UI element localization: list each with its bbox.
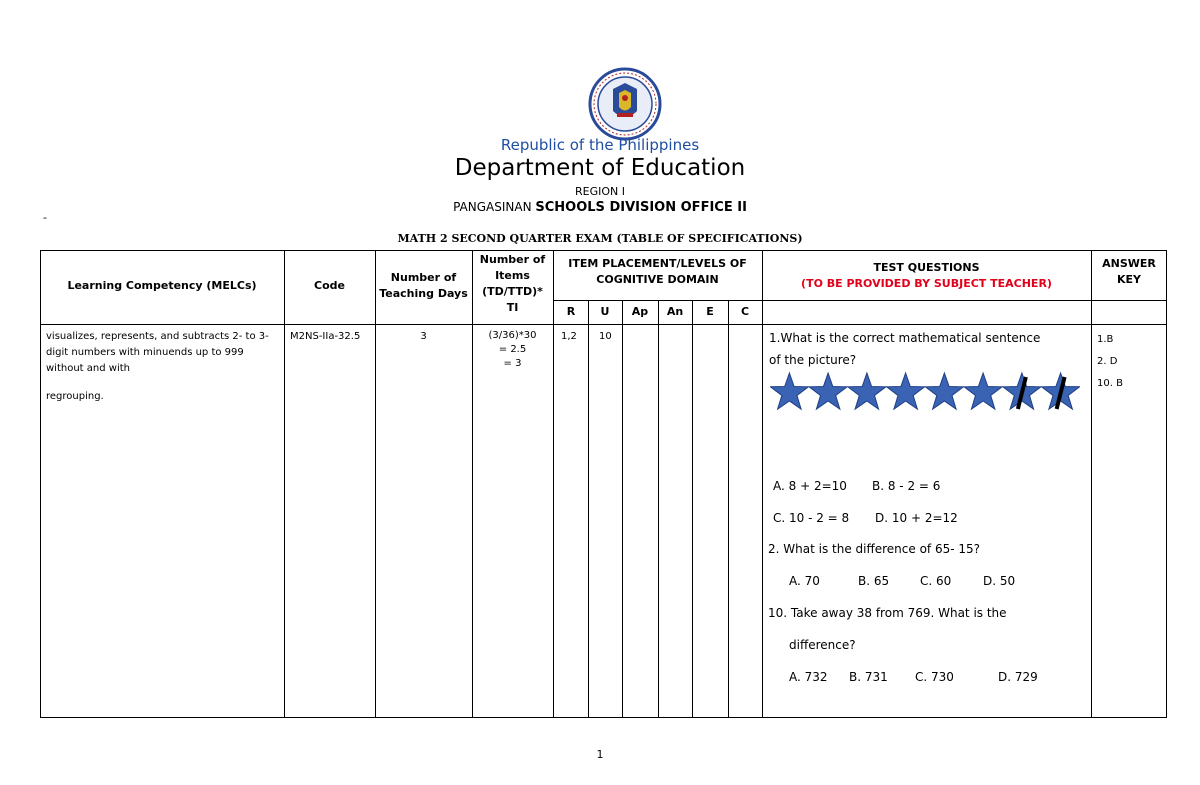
competency-text: visualizes, represents, and subtracts 2- to 3- digit numbers with minuends up to 999 without and with regrouping.: [46, 331, 269, 402]
division-main: SCHOOLS DIVISION OFFICE II: [535, 200, 747, 215]
question-1-option-b: B. 8 - 2 = 6: [872, 479, 941, 493]
code-value: M2NS-IIa-32.5: [290, 331, 361, 342]
republic-heading: Republic of the Philippines: [500, 136, 700, 154]
answer-key: [1097, 329, 1123, 395]
level-r: R: [566, 305, 576, 318]
question-1-option-d: D. 10 + 2=12: [875, 511, 958, 525]
question-2-option-a: A. 70: [789, 574, 820, 588]
question-1-option-c: C. 10 - 2 = 8: [773, 511, 850, 525]
teaching-days-value: 3: [420, 331, 427, 342]
star-icon: [964, 373, 1002, 409]
star-icon: [770, 373, 808, 409]
header-item-placement: ITEM PLACEMENT/LEVELS OF COGNITIVE DOMAIN: [568, 257, 747, 286]
question-1-line-2: of the picture?: [769, 353, 857, 367]
level-u: U: [600, 305, 610, 318]
question-10-line-1: 10. Take away 38 from 769. What is the: [768, 606, 1007, 620]
answer-10: 10. B: [1097, 378, 1123, 389]
question-2: 2. What is the difference of 65- 15?: [768, 542, 981, 556]
level-e: E: [706, 305, 714, 318]
question-10-option-a: A. 732: [789, 670, 828, 684]
question-10-line-2: difference?: [789, 638, 856, 652]
region-heading: REGION I: [575, 185, 625, 198]
level-c: C: [740, 305, 750, 318]
question-2-option-b: B. 65: [858, 574, 890, 588]
level-an: An: [666, 305, 684, 318]
document-title: MATH 2 SECOND QUARTER EXAM (TABLE OF SPECIFICATIONS): [397, 232, 803, 245]
star-icon: [925, 373, 963, 409]
header-test-questions: TEST QUESTIONS (TO BE PROVIDED BY SUBJECT TEACHER): [801, 261, 1052, 290]
question-10-option-d: D. 729: [998, 670, 1038, 684]
answer-2: 2. D: [1097, 356, 1118, 367]
level-u-value: 10: [599, 331, 612, 342]
question-2-option-d: D. 50: [983, 574, 1016, 588]
question-10-option-c: C. 730: [915, 670, 954, 684]
header-code: Code: [314, 279, 345, 292]
star-icon: [848, 373, 886, 409]
deped-seal-logo: [573, 67, 677, 141]
division-heading: [0, 200, 1200, 215]
level-r-value: 1,2: [561, 331, 577, 342]
header-teaching-days: Number of Teaching Days: [379, 271, 468, 300]
star-icon: [809, 373, 847, 409]
division-prefix: PANGASINAN: [453, 200, 532, 214]
answer-1: 1.B: [1097, 334, 1114, 345]
stars-picture: [770, 370, 1080, 414]
question-1-option-a: A. 8 + 2=10: [773, 479, 847, 493]
department-heading: Department of Education: [454, 155, 746, 181]
question-1-line-1: 1.What is the correct mathematical sentence: [769, 331, 1041, 345]
header-number-of-items: Number of Items (TD/TTD)* TI: [479, 253, 546, 314]
header-competency: Learning Competency (MELCs): [67, 279, 257, 292]
page-number: 1: [596, 748, 604, 761]
star-icon: [887, 373, 925, 409]
header-answer-key: ANSWER KEY: [1102, 257, 1156, 286]
dash-mark: -: [43, 211, 47, 224]
question-10-option-b: B. 731: [849, 670, 888, 684]
items-value: (3/36)*30 = 2.5 = 3: [488, 330, 537, 369]
level-ap: Ap: [631, 305, 649, 318]
specifications-table: [40, 250, 1167, 718]
question-2-option-c: C. 60: [920, 574, 952, 588]
